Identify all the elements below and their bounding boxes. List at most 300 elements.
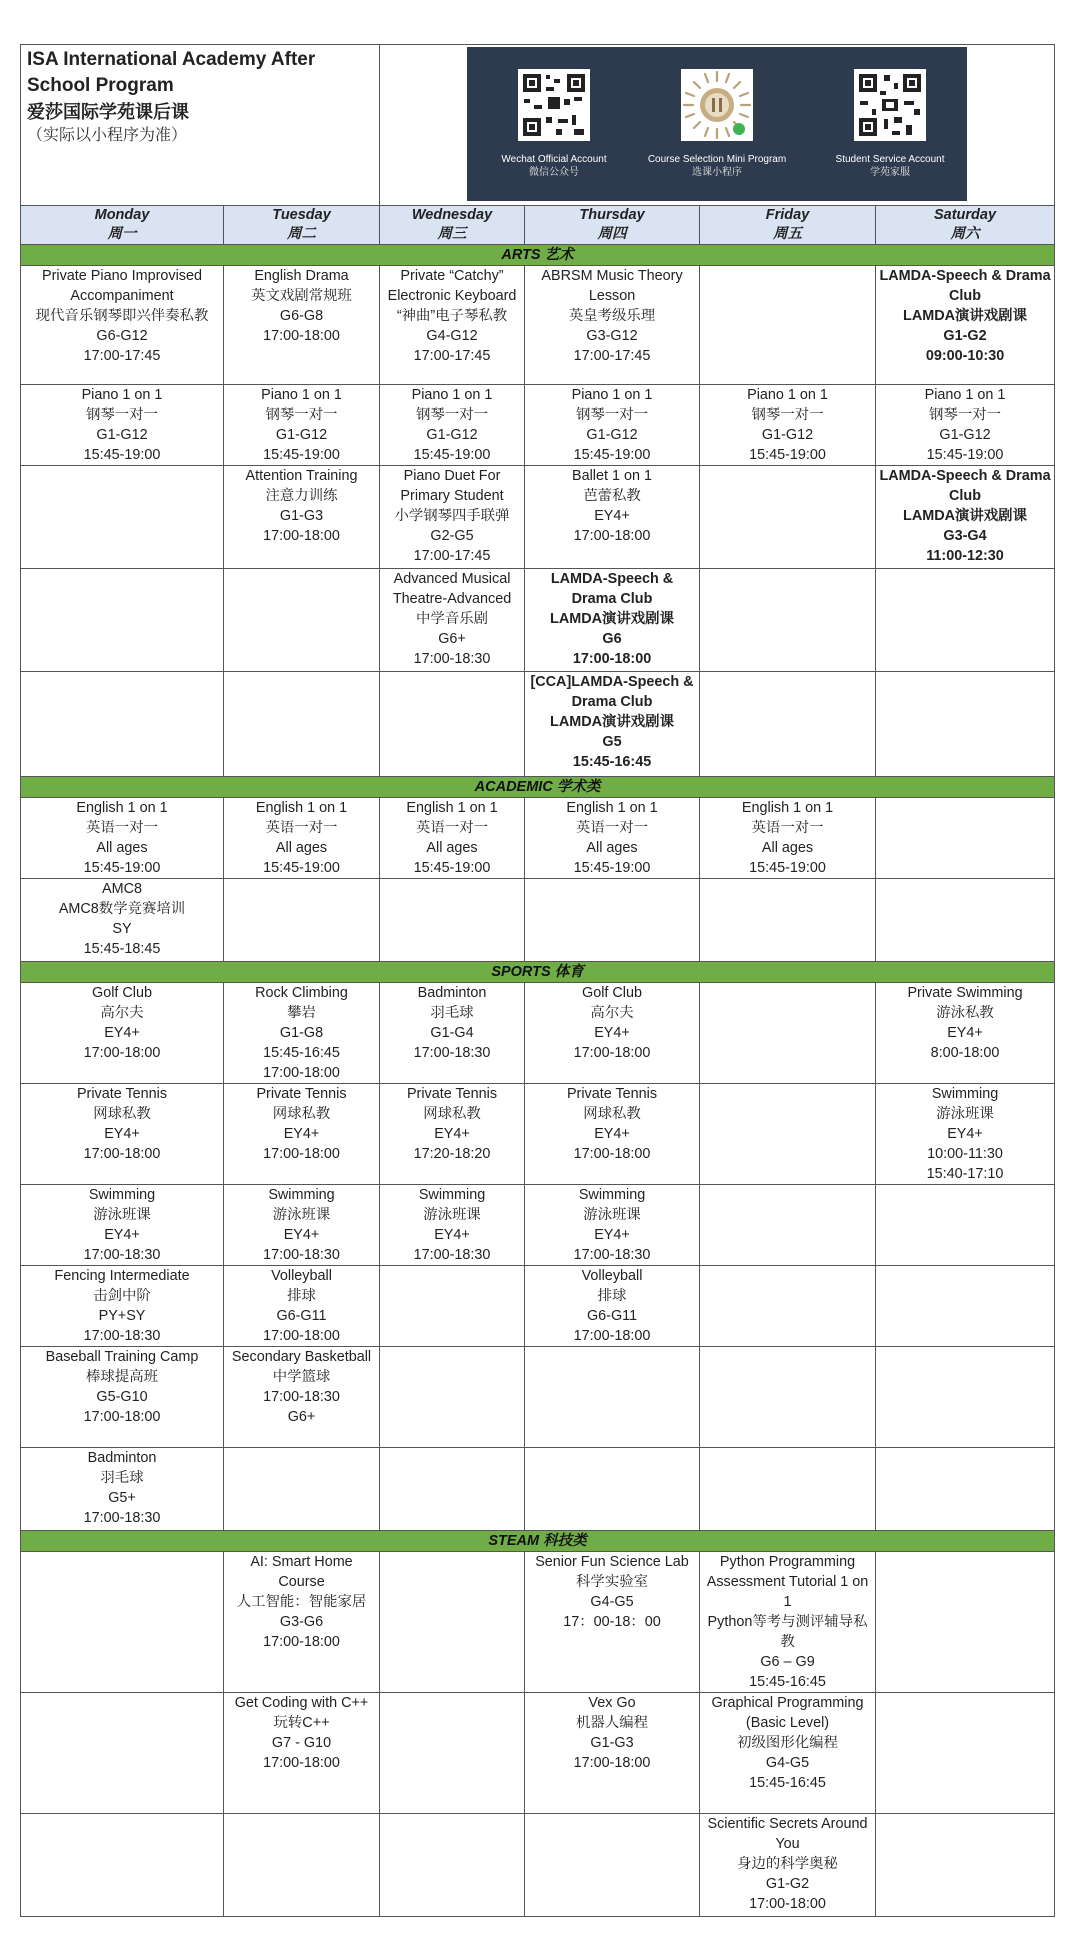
qr-student-service	[820, 69, 960, 179]
qr-label-zh: 选课小程序	[692, 167, 743, 178]
activity-line: Private Swimming	[907, 985, 1023, 1001]
activity-line: 17:00-18:00	[263, 1146, 340, 1162]
activity-line: EY4+	[947, 1025, 983, 1041]
activity-line: G6-G12	[96, 328, 148, 344]
activity-line: 游泳私教	[936, 1005, 994, 1021]
activity-row	[21, 466, 1055, 569]
empty-cell	[876, 1552, 1055, 1693]
activity-line: SY	[112, 921, 132, 937]
activity-line: EY4+	[594, 1025, 630, 1041]
activity-cell	[700, 1814, 876, 1917]
activity-line: 17:00-18:30	[413, 1045, 491, 1061]
activity-line: 英语一对一	[416, 820, 488, 836]
activity-line: 羽毛球	[100, 1470, 144, 1486]
activity-cell	[380, 1084, 525, 1185]
activity-cell	[525, 385, 700, 466]
activity-line: G4-G12	[426, 328, 478, 344]
activity-line: EY4+	[947, 1126, 983, 1142]
empty-cell	[21, 672, 224, 777]
activity-line: 棒球提高班	[86, 1369, 158, 1385]
activity-row	[21, 1347, 1055, 1448]
empty-cell	[21, 1552, 224, 1693]
activity-line: 攀岩	[287, 1005, 316, 1021]
activity-line: 15:45-19:00	[263, 447, 340, 463]
activity-line: 英语一对一	[576, 820, 648, 836]
activity-line: 机器人编程	[576, 1715, 648, 1731]
activity-line: 现代音乐钢琴即兴伴奏私教	[35, 308, 209, 324]
activity-line: Volleyball	[581, 1268, 643, 1284]
day-name-en: Monday	[94, 207, 150, 223]
qr-code-icon	[854, 69, 926, 141]
activity-line: ABRSM Music Theory Lesson	[541, 268, 683, 304]
activity-line: [CCA]LAMDA-Speech & Drama Club	[530, 674, 694, 710]
activity-line: Swimming	[418, 1187, 486, 1203]
activity-line: 排球	[597, 1288, 627, 1304]
activity-line: Swimming	[578, 1187, 646, 1203]
activity-cell	[876, 466, 1055, 569]
activity-line: G4-G5	[765, 1755, 810, 1771]
activity-line: English 1 on 1	[741, 800, 834, 816]
activity-line: Private Tennis	[76, 1086, 168, 1102]
activity-line: 人工智能：智能家居	[236, 1594, 367, 1610]
empty-cell	[876, 672, 1055, 777]
program-title-en: ISA International Academy After School Program	[27, 49, 316, 96]
activity-line: 注意力训练	[265, 488, 338, 504]
activity-line: PY+SY	[98, 1308, 146, 1324]
activity-cell	[380, 798, 525, 879]
activity-line: EY4+	[104, 1227, 140, 1243]
activity-line: English 1 on 1	[566, 800, 658, 816]
day-name-zh: 周二	[287, 226, 316, 242]
activity-line: G6-G11	[276, 1308, 327, 1324]
qr-label-zh: 学苑家服	[870, 167, 911, 178]
activity-cell	[525, 1084, 700, 1185]
schedule-table	[20, 44, 1055, 1917]
empty-cell	[21, 569, 224, 672]
activity-cell	[380, 983, 525, 1084]
activity-line: 17:00-18:00	[263, 1065, 340, 1081]
activity-line: 击剑中阶	[93, 1288, 151, 1304]
activity-line: G1-G12	[275, 427, 328, 443]
activity-line: Python Programming Assessment Tutorial 1 on 1	[706, 1554, 869, 1610]
activity-line: 高尔夫	[590, 1005, 634, 1021]
activity-line: 17:00-18:00	[263, 528, 340, 544]
day-name-en: Tuesday	[272, 207, 331, 223]
activity-line: EY4+	[594, 508, 630, 524]
activity-row	[21, 1693, 1055, 1814]
empty-cell	[700, 672, 876, 777]
empty-cell	[525, 1347, 700, 1448]
activity-line: EY4+	[594, 1126, 630, 1142]
activity-line: 游泳班课	[583, 1207, 641, 1223]
activity-line: Piano 1 on 1	[411, 387, 493, 403]
qr-mini-program	[647, 69, 787, 179]
activity-row	[21, 798, 1055, 879]
empty-cell	[876, 1266, 1055, 1347]
activity-line: G3-G6	[279, 1614, 324, 1630]
empty-cell	[224, 1814, 380, 1917]
activity-line: 17:00-18:00	[83, 1409, 161, 1425]
activity-line: 15:45-19:00	[573, 447, 651, 463]
activity-line: G1-G3	[590, 1735, 634, 1751]
activity-row	[21, 1814, 1055, 1917]
activity-line: 17:00-18:00	[263, 1755, 340, 1771]
activity-line: 17:00-18:30	[83, 1247, 161, 1263]
empty-cell	[525, 1448, 700, 1531]
empty-cell	[224, 879, 380, 962]
activity-line: 17:00-17:45	[83, 348, 161, 364]
qr-label-en: Course Selection Mini Program	[647, 154, 787, 165]
day-header-row	[21, 206, 1055, 245]
activity-line: G1-G12	[426, 427, 478, 443]
activity-line: G3-G4	[943, 528, 987, 544]
activity-cell	[21, 1448, 224, 1531]
empty-cell	[876, 1185, 1055, 1266]
day-name-zh: 周四	[597, 226, 627, 242]
activity-row	[21, 1552, 1055, 1693]
activity-line: G1-G4	[430, 1025, 474, 1041]
activity-line: 17:00-18:00	[263, 328, 340, 344]
activity-line: 钢琴一对一	[265, 407, 338, 423]
activity-line: Swimming	[268, 1187, 335, 1203]
activity-line: 网球私教	[583, 1106, 641, 1122]
empty-cell	[380, 1552, 525, 1693]
activity-line: All ages	[275, 840, 328, 856]
activity-line: 科学实验室	[576, 1574, 648, 1590]
activity-line: Private Tennis	[566, 1086, 658, 1102]
activity-line: Piano 1 on 1	[81, 387, 163, 403]
activity-line: English 1 on 1	[406, 800, 498, 816]
activity-line: 15:45-16:45	[263, 1045, 340, 1061]
activity-cell	[224, 798, 380, 879]
activity-line: All ages	[426, 840, 478, 856]
activity-line: Rock Climbing	[255, 985, 348, 1001]
activity-line: G6 – G9	[760, 1654, 815, 1670]
activity-line: 15:45-19:00	[413, 447, 491, 463]
activity-line: Golf Club	[92, 985, 152, 1001]
empty-cell	[876, 1693, 1055, 1814]
activity-line: 17:00-18:00	[573, 1146, 651, 1162]
empty-cell	[21, 466, 224, 569]
activity-cell	[380, 266, 525, 385]
empty-cell	[380, 672, 525, 777]
activity-line: 英语一对一	[86, 820, 158, 836]
mini-program-code-icon	[681, 69, 753, 141]
empty-cell	[380, 879, 525, 962]
day-name-zh: 周六	[950, 226, 980, 242]
activity-line: 17:00-18:30	[83, 1328, 161, 1344]
activity-cell	[224, 983, 380, 1084]
activity-cell	[21, 1266, 224, 1347]
activity-cell	[224, 1693, 380, 1814]
activity-line: 游泳班课	[423, 1207, 481, 1223]
activity-line: G1-G2	[943, 328, 987, 344]
activity-line: Fencing Intermediate	[54, 1268, 190, 1284]
activity-cell	[224, 1185, 380, 1266]
activity-line: 钢琴一对一	[751, 407, 824, 423]
activity-cell	[21, 1347, 224, 1448]
empty-cell	[21, 1814, 224, 1917]
activity-line: 09:00-10:30	[925, 348, 1005, 364]
activity-line: Private Tennis	[406, 1086, 498, 1102]
activity-line: EY4+	[283, 1126, 320, 1142]
activity-line: 英文戏剧常规班	[251, 288, 352, 304]
activity-cell	[224, 466, 380, 569]
activity-line: Piano 1 on 1	[261, 387, 342, 403]
empty-cell	[876, 879, 1055, 962]
activity-line: Ballet 1 on 1	[572, 468, 653, 484]
empty-cell	[876, 1347, 1055, 1448]
activity-line: 10:00-11:30	[927, 1146, 1003, 1162]
activity-row	[21, 569, 1055, 672]
activity-line: 17:00-18:00	[83, 1146, 161, 1162]
activity-line: 17:00-18:00	[263, 1328, 340, 1344]
activity-line: 15:45-18:45	[83, 941, 161, 957]
activity-line: 网球私教	[423, 1106, 481, 1122]
activity-line: 中学音乐剧	[416, 611, 488, 627]
activity-line: LAMDA演讲戏剧课	[903, 508, 1027, 524]
activity-line: G6+	[438, 631, 466, 647]
activity-line: G1-G12	[939, 427, 991, 443]
activity-cell	[876, 1084, 1055, 1185]
activity-line: Golf Club	[582, 985, 643, 1001]
empty-cell	[700, 1084, 876, 1185]
activity-line: AMC8	[102, 881, 142, 897]
empty-cell	[21, 1693, 224, 1814]
activity-line: 17:00-18:00	[83, 1045, 161, 1061]
activity-cell	[224, 266, 380, 385]
activity-line: Badminton	[417, 985, 487, 1001]
activity-line: 高尔夫	[100, 1005, 144, 1021]
header-row	[21, 45, 1055, 206]
activity-line: 钢琴一对一	[86, 407, 158, 423]
activity-line: 芭蕾私教	[583, 488, 641, 504]
activity-row	[21, 1084, 1055, 1185]
activity-line: G1-G2	[765, 1876, 810, 1892]
activity-line: EY4+	[283, 1227, 320, 1243]
category-row	[21, 777, 1055, 798]
activity-line: Get Coding with C++	[234, 1695, 369, 1711]
activity-cell	[224, 1084, 380, 1185]
activity-line: G1-G12	[586, 427, 638, 443]
activity-line: 15:45-16:45	[572, 754, 652, 770]
qr-label-en: Student Service Account	[835, 154, 945, 165]
category-header: SPORTS 体育	[21, 962, 1055, 983]
qr-code-icon	[518, 69, 590, 141]
activity-line: G6-G8	[279, 308, 324, 324]
activity-line: G7 - G10	[271, 1735, 332, 1751]
activity-line: 17：00-18：00	[563, 1614, 661, 1630]
activity-line: 17:00-18:30	[263, 1389, 340, 1405]
activity-line: Advanced Musical Theatre-Advanced	[392, 571, 512, 607]
activity-line: English 1 on 1	[255, 800, 348, 816]
activity-line: 15:45-19:00	[926, 447, 1004, 463]
activity-line: G5	[602, 734, 622, 750]
category-header: STEAM 科技类	[21, 1531, 1055, 1552]
activity-cell	[21, 983, 224, 1084]
activity-line: Senior Fun Science Lab	[535, 1554, 689, 1570]
activity-row	[21, 1266, 1055, 1347]
activity-cell	[21, 1185, 224, 1266]
activity-cell	[21, 266, 224, 385]
activity-cell	[525, 672, 700, 777]
activity-line: LAMDA演讲戏剧课	[550, 714, 674, 730]
qr-panel	[467, 47, 967, 201]
activity-line: 15:45-19:00	[413, 860, 491, 876]
activity-cell	[380, 466, 525, 569]
activity-cell	[224, 1552, 380, 1693]
activity-line: 17:00-17:45	[413, 548, 491, 564]
activity-line: 钢琴一对一	[576, 407, 648, 423]
activity-line: Piano Duet For Primary Student	[400, 468, 504, 504]
activity-line: All ages	[96, 840, 148, 856]
activity-line: Scientific Secrets Around You	[707, 1816, 868, 1852]
activity-line: 15:45-19:00	[83, 860, 161, 876]
category-row	[21, 962, 1055, 983]
activity-cell	[21, 1084, 224, 1185]
activity-line: English Drama	[254, 268, 349, 284]
activity-line: 17:00-18:30	[413, 651, 491, 667]
activity-cell	[525, 1552, 700, 1693]
activity-line: G6	[602, 631, 622, 647]
activity-line: Vex Go	[588, 1695, 636, 1711]
activity-cell	[876, 983, 1055, 1084]
empty-cell	[700, 1347, 876, 1448]
activity-line: 17:00-18:30	[263, 1247, 340, 1263]
qr-label-zh: 微信公众号	[529, 167, 580, 178]
activity-line: LAMDA-Speech & Drama Club	[550, 571, 674, 607]
activity-row	[21, 983, 1055, 1084]
day-header	[21, 206, 224, 245]
activity-line: 羽毛球	[430, 1005, 474, 1021]
day-header	[700, 206, 876, 245]
activity-line: 游泳班课	[93, 1207, 151, 1223]
activity-line: AI: Smart Home Course	[250, 1554, 353, 1590]
activity-cell	[876, 385, 1055, 466]
activity-line: LAMDA演讲戏剧课	[550, 611, 674, 627]
activity-line: G2-G5	[430, 528, 474, 544]
activity-line: Private Tennis	[256, 1086, 347, 1102]
category-header: ACADEMIC 学术类	[21, 777, 1055, 798]
activity-line: G3-G12	[586, 328, 638, 344]
activity-line: 初级图形化编程	[737, 1735, 838, 1751]
day-name-en: Thursday	[579, 207, 645, 223]
empty-cell	[700, 466, 876, 569]
activity-line: EY4+	[434, 1126, 470, 1142]
empty-cell	[224, 672, 380, 777]
activity-cell	[21, 879, 224, 962]
activity-cell	[876, 266, 1055, 385]
activity-line: “神曲”电子琴私教	[396, 308, 508, 324]
qr-label-en: Wechat Official Account	[501, 154, 607, 165]
empty-cell	[876, 1448, 1055, 1531]
activity-line: 英语一对一	[265, 820, 338, 836]
program-title-zh: 爱莎国际学苑课后课	[27, 102, 189, 122]
empty-cell	[380, 1814, 525, 1917]
activity-line: LAMDA演讲戏剧课	[903, 308, 1027, 324]
activity-line: 11:00-12:30	[926, 548, 1004, 564]
empty-cell	[876, 569, 1055, 672]
activity-line: 17:00-18:00	[573, 528, 651, 544]
day-header	[876, 206, 1055, 245]
activity-line: 15:45-19:00	[83, 447, 161, 463]
activity-line: LAMDA-Speech & Drama Club	[879, 468, 1051, 504]
category-row	[21, 1531, 1055, 1552]
day-name-en: Wednesday	[411, 207, 493, 223]
activity-line: 游泳班课	[936, 1106, 994, 1122]
schedule-body	[21, 45, 1055, 1917]
activity-cell	[224, 1266, 380, 1347]
activity-cell	[525, 1693, 700, 1814]
activity-line: 15:45-19:00	[573, 860, 651, 876]
activity-cell	[21, 798, 224, 879]
activity-line: Python等考与测评辅导私教	[707, 1614, 868, 1650]
qr-wechat-official	[484, 69, 624, 179]
empty-cell	[380, 1448, 525, 1531]
activity-cell	[700, 385, 876, 466]
activity-cell	[525, 798, 700, 879]
activity-cell	[380, 1185, 525, 1266]
empty-cell	[700, 879, 876, 962]
qr-cell	[380, 45, 1055, 206]
activity-cell	[21, 385, 224, 466]
empty-cell	[876, 1814, 1055, 1917]
day-name-zh: 周三	[437, 226, 467, 242]
empty-cell	[380, 1347, 525, 1448]
activity-cell	[224, 385, 380, 466]
empty-cell	[700, 1185, 876, 1266]
activity-line: 17:20-18:20	[413, 1146, 491, 1162]
activity-line: 网球私教	[93, 1106, 151, 1122]
activity-line: 网球私教	[272, 1106, 331, 1122]
activity-line: 8:00-18:00	[930, 1045, 1000, 1061]
activity-line: 英语一对一	[751, 820, 824, 836]
activity-line: G1-G12	[761, 427, 814, 443]
empty-cell	[380, 1693, 525, 1814]
activity-line: 17:00-18:00	[572, 651, 652, 667]
empty-cell	[700, 266, 876, 385]
program-note: （实际以小程序为准）	[27, 127, 188, 144]
category-row	[21, 245, 1055, 266]
empty-cell	[876, 798, 1055, 879]
empty-cell	[700, 1266, 876, 1347]
empty-cell	[700, 569, 876, 672]
activity-line: 17:00-18:00	[573, 1045, 651, 1061]
activity-cell	[700, 1552, 876, 1693]
empty-cell	[525, 879, 700, 962]
activity-cell	[525, 266, 700, 385]
empty-cell	[224, 1448, 380, 1531]
activity-row	[21, 672, 1055, 777]
activity-cell	[525, 983, 700, 1084]
activity-line: 15:45-16:45	[749, 1674, 826, 1690]
activity-line: Attention Training	[245, 468, 358, 484]
activity-line: G1-G3	[279, 508, 324, 524]
activity-line: 17:00-18:00	[573, 1328, 651, 1344]
activity-line: 身边的科学奥秘	[737, 1856, 838, 1872]
day-name-en: Friday	[765, 207, 810, 223]
activity-line: EY4+	[434, 1227, 470, 1243]
activity-line: 17:00-17:45	[573, 348, 651, 364]
empty-cell	[525, 1814, 700, 1917]
activity-line: 游泳班课	[272, 1207, 331, 1223]
activity-line: G1-G8	[279, 1025, 324, 1041]
day-header	[380, 206, 525, 245]
activity-cell	[380, 385, 525, 466]
activity-row	[21, 385, 1055, 466]
activity-line: Piano 1 on 1	[747, 387, 828, 403]
activity-line: Piano 1 on 1	[571, 387, 653, 403]
